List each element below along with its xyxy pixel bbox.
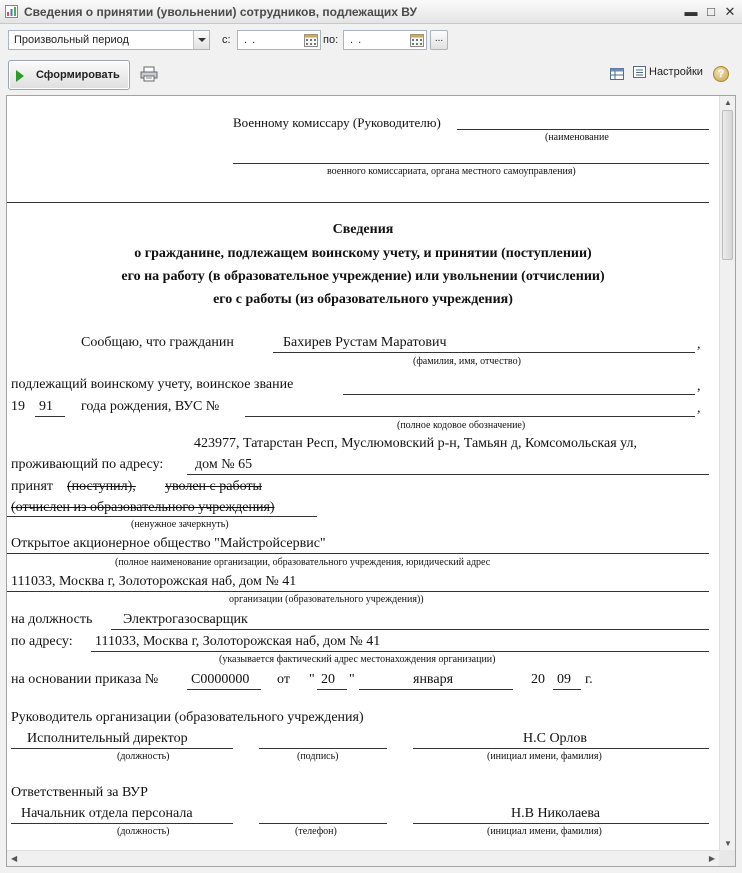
hint-actual: (указывается фактический адрес местонахождения организации) xyxy=(219,654,496,665)
help-icon[interactable]: ? xyxy=(713,66,729,82)
hint-position-2: (должность) xyxy=(117,826,170,837)
period-toolbar xyxy=(0,25,742,55)
scroll-down-icon[interactable]: ▼ xyxy=(724,839,732,848)
hint-phone: (телефон) xyxy=(295,826,337,837)
hint-fio: (фамилия, имя, отчество) xyxy=(413,356,521,367)
calendar-icon[interactable] xyxy=(410,33,424,47)
calendar-icon[interactable] xyxy=(304,33,318,47)
from-word: от xyxy=(277,672,290,687)
position-value: Электрогазосварщик xyxy=(123,612,248,627)
hint-strike: (ненужное зачеркнуть) xyxy=(131,519,229,530)
admitted-strike: (поступил), xyxy=(67,479,136,494)
order-month: января xyxy=(413,672,454,687)
period-select[interactable] xyxy=(8,30,210,50)
citizen-name: Бахирев Рустам Маратович xyxy=(283,335,447,350)
horizontal-scrollbar[interactable] xyxy=(7,850,719,866)
scroll-left-icon[interactable]: ◀ xyxy=(11,854,18,863)
hint-initials: (инициал имени, фамилия) xyxy=(487,751,602,762)
hint-initials-2: (инициал имени, фамилия) xyxy=(487,826,602,837)
year-abbr: г. xyxy=(585,672,593,687)
order-year-prefix: 20 xyxy=(531,672,545,687)
address-line-1: 423977, Татарстан Респ, Муслюмовский р-н, Тамьян д, Комсомольская ул, xyxy=(194,436,638,451)
accepted-label: принят xyxy=(11,479,54,494)
dismissed-strike: уволен с работы xyxy=(165,479,262,494)
action-toolbar xyxy=(0,58,742,92)
hint-position: (должность) xyxy=(117,751,170,762)
document-frame xyxy=(6,95,736,867)
table-icon[interactable] xyxy=(610,68,624,80)
maximize-button[interactable]: □ xyxy=(707,4,715,19)
resp-name: Н.В Николаева xyxy=(511,806,601,821)
comma-1: , xyxy=(697,337,701,352)
settings-button[interactable] xyxy=(633,66,703,78)
to-date-input[interactable] xyxy=(343,30,427,50)
heading-3: его на работу (в образовательное учреждение) или увольнении (отчислении) xyxy=(121,269,605,284)
order-number: С0000000 xyxy=(191,672,250,687)
choose-period-button[interactable]: ... xyxy=(430,30,448,50)
generate-button-label: Сформировать xyxy=(36,69,120,81)
work-address: 111033, Москва г, Золоторожская наб, дом № 41 xyxy=(95,634,381,649)
close-button[interactable]: ✕ xyxy=(724,4,736,19)
report-label: Сообщаю, что гражданин xyxy=(81,335,234,350)
hint-vus: (полное кодовое обозначение) xyxy=(397,420,526,431)
vertical-scrollbar[interactable] xyxy=(719,96,735,850)
birth-label: года рождения, ВУС № xyxy=(81,399,220,414)
scroll-right-icon[interactable]: ▶ xyxy=(708,854,715,863)
from-date-input[interactable] xyxy=(237,30,321,50)
org-name: Открытое акционерное общество "Майстройсервис" xyxy=(11,536,326,551)
minimize-button[interactable]: ▬ xyxy=(684,4,698,19)
order-label: на основании приказа № xyxy=(11,672,159,687)
hint-org: (полное наименование организации, образовательного учреждения, юридический адрес xyxy=(115,557,491,568)
order-day: 20 xyxy=(321,672,335,687)
vertical-scroll-thumb[interactable] xyxy=(722,110,733,260)
hint-commissariat: военного комиссариата, органа местного самоуправления) xyxy=(327,166,576,177)
head-name: Н.С Орлов xyxy=(523,731,587,746)
chevron-down-icon[interactable] xyxy=(193,31,209,49)
hint-naming: (наименование xyxy=(545,132,609,143)
to-label: по: xyxy=(323,34,339,46)
from-label: с: xyxy=(222,34,231,46)
scroll-corner xyxy=(719,850,735,866)
address-line-2: дом № 65 xyxy=(195,457,253,472)
resp-position: Начальник отдела персонала xyxy=(21,806,193,821)
comma-3: , xyxy=(697,401,701,416)
head-position: Исполнительный директор xyxy=(27,731,188,746)
quote-open: " xyxy=(309,672,315,687)
settings-icon xyxy=(633,66,646,78)
title-bar xyxy=(0,0,742,24)
printer-icon[interactable] xyxy=(140,66,158,82)
order-year-suffix: 09 xyxy=(557,672,571,687)
address-label: проживающий по адресу: xyxy=(11,457,164,472)
from-date-value: . . xyxy=(244,34,257,46)
generate-button[interactable] xyxy=(8,60,130,90)
org-address: 111033, Москва г, Золоторожская наб, дом № 41 xyxy=(11,574,297,589)
play-icon xyxy=(16,70,24,82)
position-label: на должность xyxy=(11,612,93,627)
heading-1: Сведения xyxy=(332,222,394,237)
scroll-up-icon[interactable]: ▲ xyxy=(724,98,732,107)
rank-label: подлежащий воинскому учету, воинское звание xyxy=(11,377,294,392)
responsible-label: Ответственный за ВУР xyxy=(11,785,148,800)
head-label: Руководитель организации (образовательного учреждения) xyxy=(11,710,364,725)
quote-close: " xyxy=(349,672,355,687)
document-body xyxy=(7,96,719,850)
settings-label: Настройки xyxy=(649,66,703,78)
window-title: Сведения о принятии (увольнении) сотрудников, подлежащих ВУ xyxy=(24,5,417,19)
year-prefix: 19 xyxy=(11,399,25,414)
at-address-label: по адресу: xyxy=(11,634,73,649)
expelled-strike: (отчислен из образовательного учреждения) xyxy=(11,500,275,515)
hint-org-2: организации (образовательного учреждения)) xyxy=(229,594,424,605)
addressee-label: Военному комиссару (Руководителю) xyxy=(233,115,441,130)
report-icon xyxy=(5,5,18,18)
to-date-value: . . xyxy=(350,34,363,46)
period-select-value: Произвольный период xyxy=(14,34,129,46)
comma-2: , xyxy=(697,379,701,394)
year-suffix: 91 xyxy=(39,399,53,414)
heading-2: о гражданине, подлежащем воинскому учету, и принятии (поступлении) xyxy=(134,246,592,261)
heading-4: его с работы (из образовательного учреждения) xyxy=(213,292,513,307)
hint-signature: (подпись) xyxy=(297,751,339,762)
